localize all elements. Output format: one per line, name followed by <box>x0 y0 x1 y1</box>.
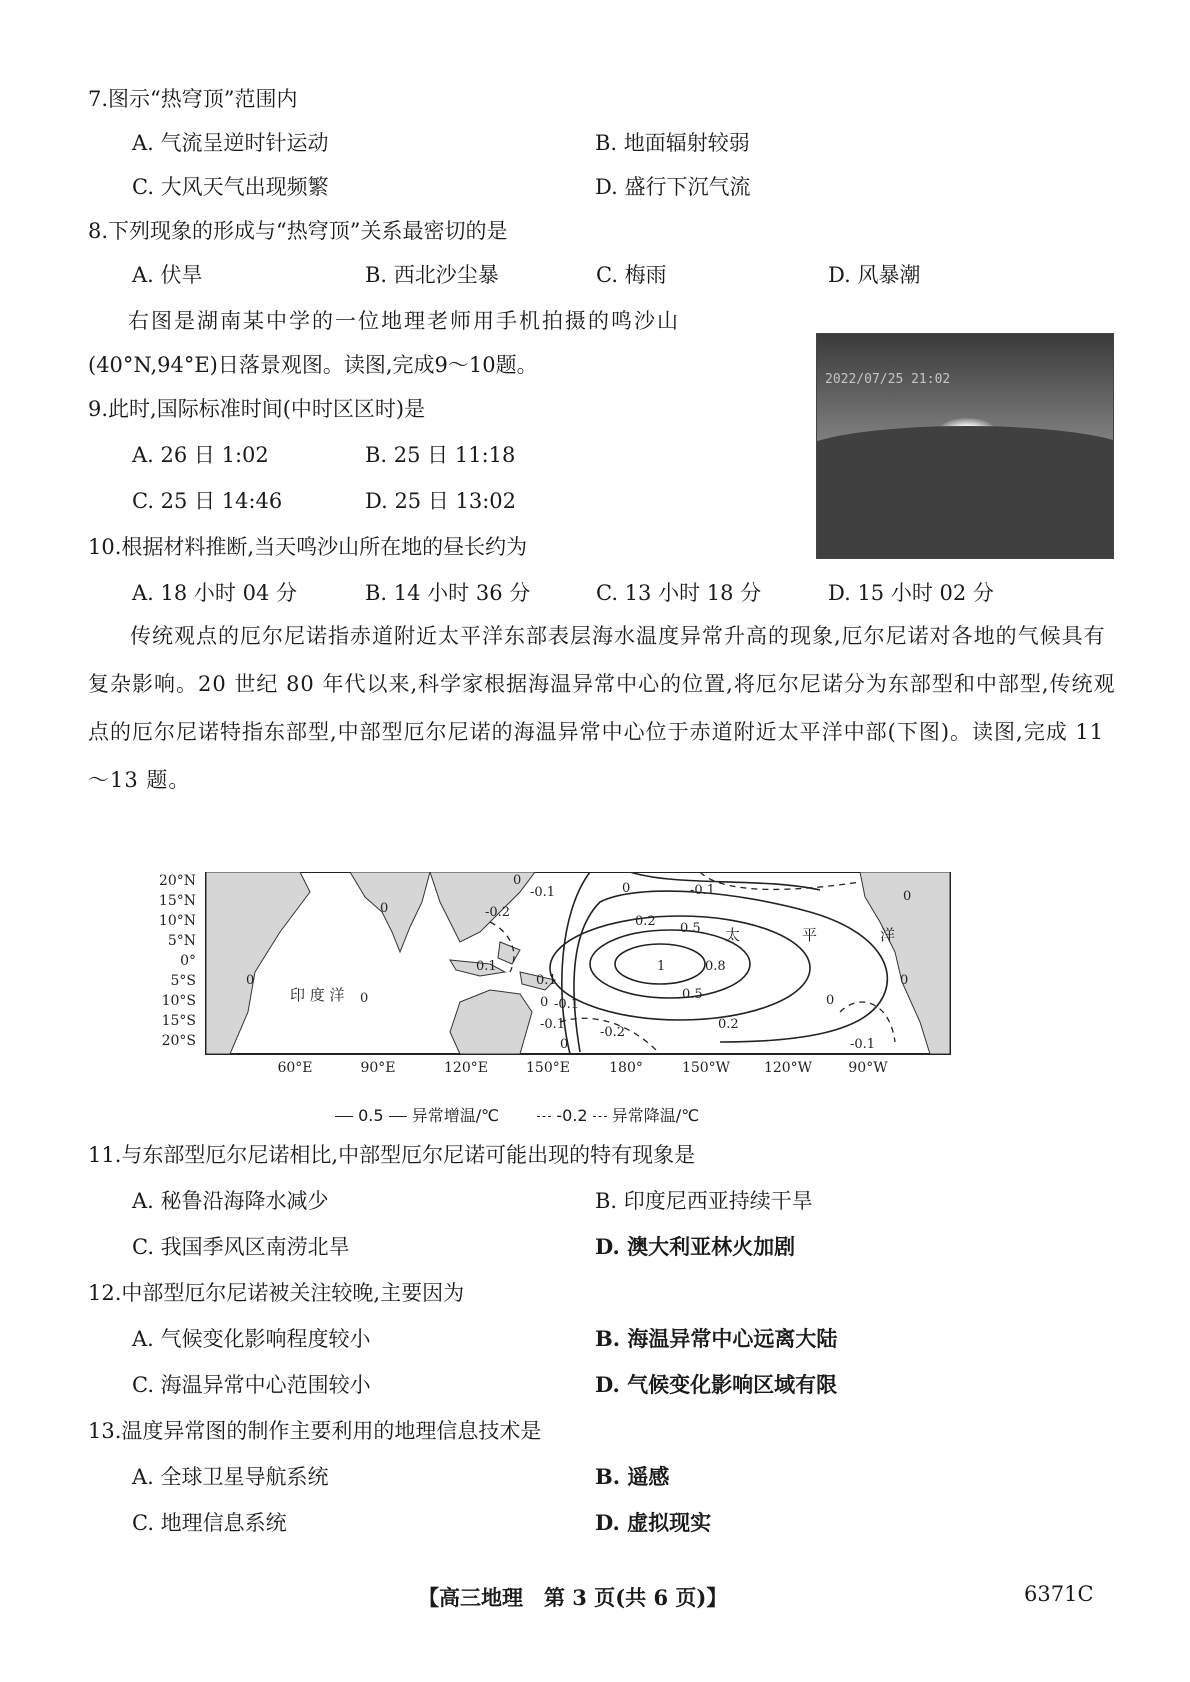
page-footer-title: 【高三地理 第 3 页(共 6 页)】 <box>418 1585 728 1610</box>
lon-label: 180° <box>609 1060 643 1076</box>
q13-option-b: B. 遥感 <box>595 1464 670 1489</box>
q13-stem: 13.温度异常图的制作主要利用的地理信息技术是 <box>88 1419 542 1443</box>
q12-option-c: C. 海温异常中心范围较小 <box>132 1373 371 1397</box>
q8-option-d: D. 风暴潮 <box>828 263 921 287</box>
lat-label: 15°N <box>160 893 196 909</box>
q12-stem: 12.中部型厄尔尼诺被关注较晚,主要因为 <box>88 1281 465 1305</box>
q11-stem: 11.与东部型厄尔尼诺相比,中部型厄尔尼诺可能出现的特有现象是 <box>88 1143 696 1167</box>
lat-label: 15°S <box>161 1013 196 1029</box>
map-legend <box>335 1103 699 1126</box>
q13-option-a: A. 全球卫星导航系统 <box>132 1465 329 1489</box>
contour-label: 0 <box>900 973 909 988</box>
lon-label: 120°W <box>763 1060 813 1076</box>
contour-label: -0.1 <box>530 885 556 900</box>
sst-anomaly-map <box>160 872 1030 1128</box>
q13-option-d: D. 虚拟现实 <box>595 1510 712 1535</box>
q8-option-b: B. 西北沙尘暴 <box>365 263 499 287</box>
intro1-line1: 右图是湖南某中学的一位地理老师用手机拍摄的鸣沙山 <box>128 309 680 333</box>
contour-label: 0 <box>560 1037 569 1052</box>
contour-label: -0.2 <box>600 1025 626 1040</box>
contour-label: 0.5 <box>682 987 703 1002</box>
lat-label: 5°S <box>170 973 196 989</box>
lon-label: 90°E <box>360 1060 396 1076</box>
lat-label: 5°N <box>167 933 196 949</box>
lat-label: 10°S <box>161 993 196 1009</box>
ocean-label-pacific: 平 <box>802 926 818 944</box>
q9-stem: 9.此时,国际标准时间(中时区区时)是 <box>88 397 426 421</box>
dune-silhouette <box>816 426 1114 559</box>
q7-option-a: A. 气流呈逆时针运动 <box>132 131 329 155</box>
q10-option-c: C. 13 小时 18 分 <box>596 581 762 605</box>
q7-option-d: D. 盛行下沉气流 <box>595 175 751 199</box>
q9-option-b: B. 25 日 11:18 <box>365 443 516 467</box>
q8-option-c: C. 梅雨 <box>596 263 667 287</box>
contour-label: 0 <box>380 901 389 916</box>
q10-option-d: D. 15 小时 02 分 <box>828 581 994 605</box>
q11-option-d: D. 澳大利亚林火加剧 <box>595 1234 796 1259</box>
ocean-label-indian: 印 度 洋 <box>290 986 345 1004</box>
q9-option-c: C. 25 日 14:46 <box>132 489 283 513</box>
photo-timestamp: 2022/07/25 21:02 <box>825 372 951 387</box>
q10-stem: 10.根据材料推断,当天鸣沙山所在地的昼长约为 <box>88 535 528 559</box>
contour-label: 0.1 <box>476 959 497 974</box>
legend-solid-line <box>389 1116 407 1117</box>
contour-label: 0.8 <box>705 959 726 974</box>
intro1-line2: (40°N,94°E)日落景观图。读图,完成9～10题。 <box>88 353 538 377</box>
contour-label: 0.1 <box>536 973 557 988</box>
sunset-photo <box>816 333 1114 559</box>
q8-stem: 8.下列现象的形成与“热穹顶”关系最密切的是 <box>88 219 508 243</box>
q12-option-d: D. 气候变化影响区域有限 <box>595 1372 838 1397</box>
q9-option-a: A. 26 日 1:02 <box>132 443 269 467</box>
q10-option-a: A. 18 小时 04 分 <box>132 581 297 605</box>
contour-label: -0.1 <box>554 997 580 1012</box>
contour-label: -0.2 <box>485 905 511 920</box>
q11-option-b: B. 印度尼西亚持续干旱 <box>595 1189 813 1213</box>
lat-label: 10°N <box>160 913 196 929</box>
q11-option-c: C. 我国季风区南涝北旱 <box>132 1235 350 1259</box>
lon-label: 120°E <box>444 1060 488 1076</box>
q7-option-b: B. 地面辐射较弱 <box>595 131 750 155</box>
contour-label: -0.1 <box>850 1037 876 1052</box>
q8-option-a: A. 伏旱 <box>132 263 203 287</box>
contour-label: 0 <box>826 993 835 1008</box>
q7-stem: 7.图示“热穹顶”范围内 <box>88 87 298 111</box>
lat-label: 20°N <box>160 873 196 889</box>
ocean-label-pacific: 洋 <box>880 926 896 944</box>
lon-label: 150°W <box>681 1060 731 1076</box>
contour-label: 0 <box>622 881 631 896</box>
legend-solid-line <box>335 1116 353 1117</box>
lon-label: 60°E <box>277 1060 313 1076</box>
q12-option-b: B. 海温异常中心远离大陆 <box>595 1326 838 1351</box>
lon-label: 90°W <box>848 1060 888 1076</box>
contour-label: 0 <box>246 973 255 988</box>
q7-option-c: C. 大风天气出现频繁 <box>132 175 329 199</box>
q13-option-c: C. 地理信息系统 <box>132 1511 287 1535</box>
legend-warm-value: 0.5 <box>358 1106 384 1125</box>
contour-label: 0 <box>513 873 522 888</box>
contour-label: 0.2 <box>635 914 656 929</box>
legend-dashed-line <box>593 1116 607 1117</box>
intro2-paragraph: 传统观点的厄尔尼诺指赤道附近太平洋东部表层海水温度异常升高的现象,厄尔尼诺对各地的气候具有复杂影响。20 世纪 80 年代以来,科学家根据海温异常中心的位置,将厄尔尼诺分为东部型和中部型,传统观点的厄尔尼诺特指东部型,中部型厄尔尼诺的海温异常中心位于赤道附近太平洋中部(下图)。读图,完成 11～13 题。 <box>88 624 1116 792</box>
legend-warm-label: 异常增温/℃ <box>411 1106 500 1125</box>
contour-label: -0.1 <box>690 883 716 898</box>
legend-cool-label: 异常降温/℃ <box>611 1106 700 1125</box>
lat-label: 0° <box>180 953 196 969</box>
q10-option-b: B. 14 小时 36 分 <box>365 581 531 605</box>
contour-label: 0 <box>540 995 549 1010</box>
contour-label: 0 <box>903 889 912 904</box>
legend-dashed-line <box>537 1116 551 1117</box>
ocean-label-pacific: 太 <box>725 926 741 944</box>
q12-option-a: A. 气候变化影响程度较小 <box>132 1327 371 1351</box>
contour-label: 1 <box>657 959 666 974</box>
q9-option-d: D. 25 日 13:02 <box>365 489 517 513</box>
contour-label: 0.2 <box>718 1017 739 1032</box>
lat-label: 20°S <box>161 1033 196 1049</box>
lon-label: 150°E <box>526 1060 570 1076</box>
page-code: 6371C <box>1024 1582 1094 1606</box>
contour-label: -0.1 <box>540 1017 566 1032</box>
contour-label: 0 <box>360 991 369 1006</box>
q11-option-a: A. 秘鲁沿海降水减少 <box>132 1189 329 1213</box>
contour-label: 0.5 <box>680 921 701 936</box>
map-frame <box>206 872 950 1054</box>
legend-cool-value: -0.2 <box>556 1106 588 1125</box>
